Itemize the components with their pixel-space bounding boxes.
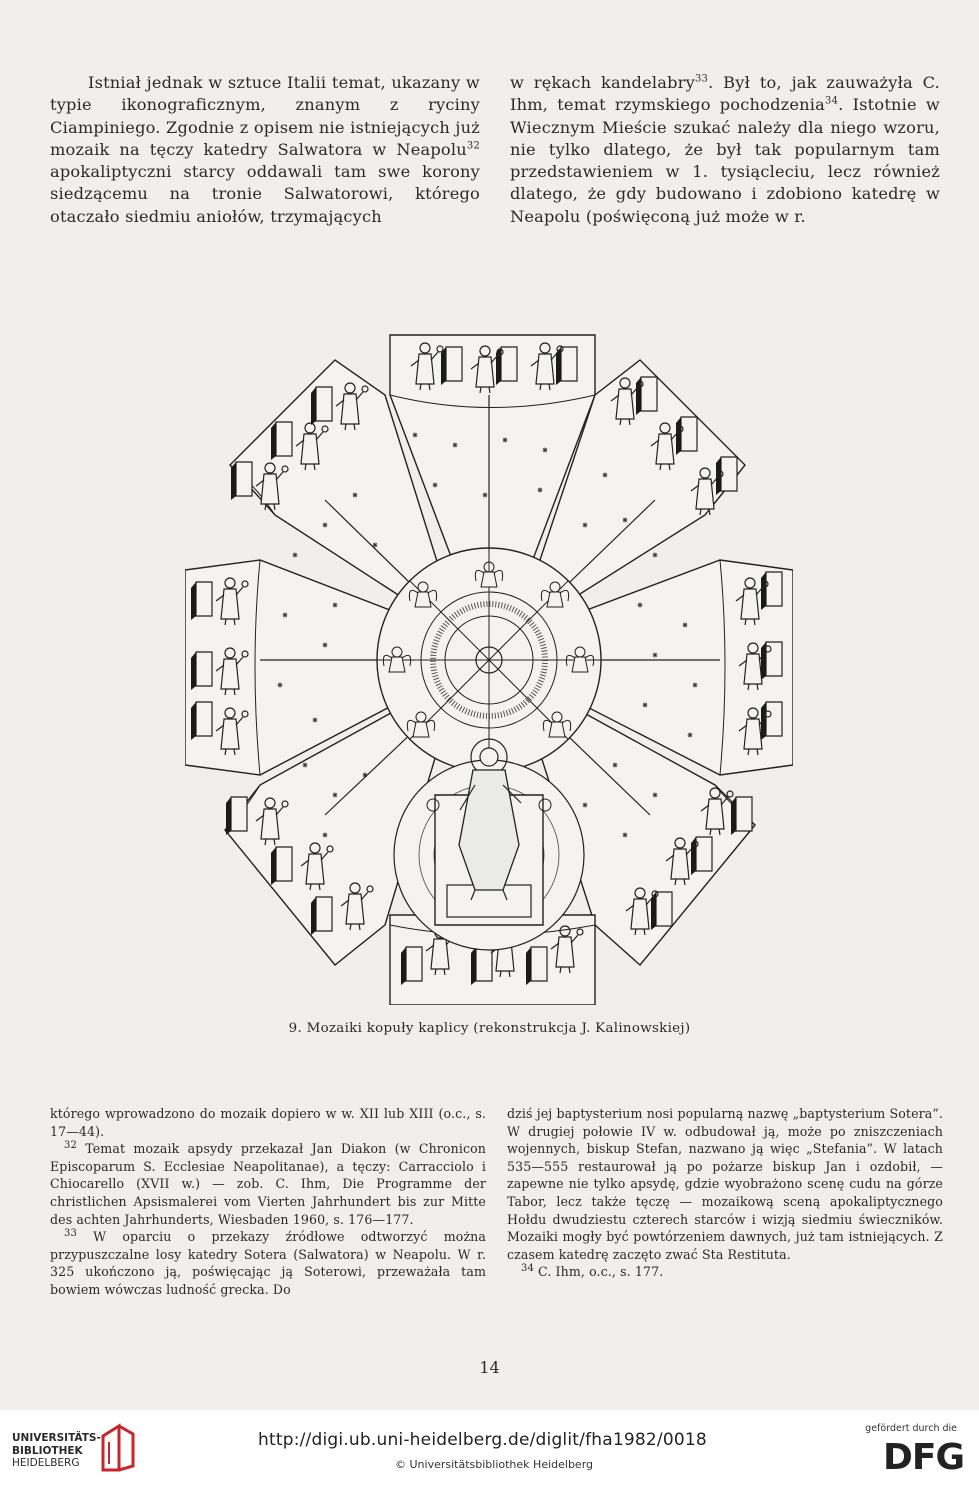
dome-mosaic-figure (185, 325, 793, 1005)
paragraph: w rękach kandelabry$^{33}$. Był to, jak zauważyła C. Ihm, temat rzymskiego pochodzenia$^{34}$. Istotnie w Wiecznym Mieście szukać należy dla niego wzoru, nie tylko dlatego, że był tak popularnym tam przedstawieniem w 1. tysiącleciu, lecz również dlatego, że gdy budowano i zdobiono katedrę w Neapolu (poświęconą już może w r. (510, 73, 941, 226)
footnote-33: $^{33}$ W oparciu o przekazy źródłowe odtworzyć można przypuszczalne losy katedry Sotera (Salwatora) w Neapolu. W r. 325 ukończono ją, poświęcając ją Soterowi, przeważała tam bowiem wówczas ludność grecka. Do (50, 1227, 486, 1297)
copyright-notice: © Universitätsbibliothek Heidelberg (395, 1458, 594, 1471)
dfg-logo[interactable]: DFG (882, 1437, 964, 1478)
page-number: 14 (479, 1358, 500, 1377)
footnote-ref-33[interactable]: 33 (694, 73, 709, 85)
funding-label: gefördert durch die (865, 1423, 957, 1434)
footnote-ref-32[interactable]: 32 (466, 140, 480, 152)
library-name[interactable]: UNIVERSITÄTS- BIBLIOTHEK HEIDELBERG (12, 1432, 101, 1469)
viewer-footer (0, 1410, 979, 1485)
top-left-column (50, 72, 480, 228)
footnotes-left-column (50, 1105, 486, 1299)
footnote-32: $^{32}$ Temat mozaik apsydy przekazał Jan Diakon (w Chronicon Episcoparum S. Ecclesiae Neapolitanae), a tęczy: Carracciolo i Chiocarello (XVII w.) — zob. C. Ihm, Die Programme der christlichen Apsismalerei vom Vierten Jahrhundert bis zur Mitte des achten Jahrhunderts, Wiesbaden 1960, s. 176—177. (50, 1140, 486, 1227)
footnote-34: $^{34}$ C. Ihm, o.c., s. 177. (521, 1263, 664, 1280)
footnote-ref-34[interactable]: 34 (825, 95, 839, 107)
dome-mosaic-drawing (185, 325, 793, 1005)
footnotes-right-column (507, 1105, 943, 1281)
library-logo-icon[interactable] (97, 1422, 137, 1474)
permalink-url[interactable]: http://digi.ub.uni-heidelberg.de/diglit/fha1982/0018 (258, 1430, 707, 1450)
figure-caption: 9. Mozaiki kopuły kaplicy (rekonstrukcja J. Kalinowskiej) (288, 1021, 691, 1036)
footnote-33-continuation: dziś jej baptysterium nosi popularną nazwę „baptysterium Sotera”. W drugiej połowie IV w. odbudował ją, może po zniszczeniach wojennych, biskup Stefan, nazwano ją więc „Stefania”. W latach 535—555 restaurował ją po pożarze biskup Jan i ozdobił, — zapewne nie tylko apsydę, gdzie wyobrażono scenę cudu na górze Tabor, lecz także tęczę — mozaikową sceną apokaliptycznego Hołdu dwudziestu czterech starców i wizją siedmiu świeczników. Mozaiki mogły być powtórzeniem dawnych, już tam istniejących. Z czasem katedrę zaczęto zwać Sta Restituta. (507, 1106, 943, 1262)
footnote-continuation: którego wprowadzono do mozaik dopiero w w. XII lub XIII (o.c., s. 17—44). (50, 1106, 486, 1139)
paragraph: Istniał jednak w sztuce Italii temat, ukazany w typie ikonograficznym, znanym z ryciny Ciampiniego. Zgodnie z opisem nie istniejących już mozaik na tęczy katedry Salwatora w Neapolu$^{32}$ apokaliptyczni starcy oddawali tam swe korony siedzącemu na tronie Salwatorowi, którego otaczało siedmiu aniołów, trzymających (50, 73, 480, 226)
top-right-column (510, 72, 940, 228)
